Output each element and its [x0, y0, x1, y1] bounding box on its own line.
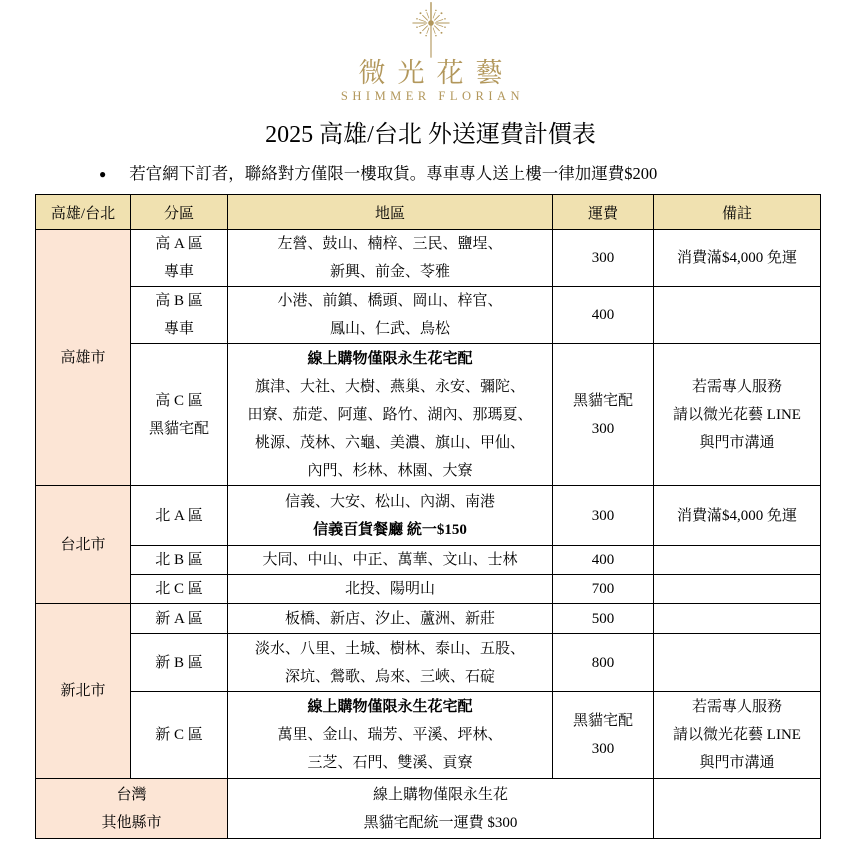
table-row [36, 692, 821, 779]
cell-line: 桃源、茂林、六龜、美濃、旗山、甲仙、 [254, 434, 525, 451]
cell-line: 專車 [163, 264, 194, 280]
area-cell [228, 287, 553, 344]
note-cell [654, 692, 821, 779]
note-cell [654, 779, 821, 839]
cell-line: 新 B 區 [155, 654, 203, 671]
brand-name-chinese: 微光花藝 [358, 58, 515, 88]
zone-cell [131, 575, 228, 604]
cell-line: 高雄市 [60, 349, 106, 366]
note-cell [654, 604, 821, 634]
fee-cell [553, 546, 654, 575]
zone-cell [131, 230, 228, 287]
column-header: 高雄/台北 [36, 195, 131, 230]
cell-line: 北 A 區 [155, 507, 203, 524]
cell-line: 消費滿$4,000 免運 [676, 507, 797, 524]
table-row [36, 287, 821, 344]
table-row [36, 575, 821, 604]
fee-cell [553, 344, 654, 486]
cell-line: 500 [591, 610, 615, 627]
note-cell [654, 486, 821, 546]
fee-cell [553, 230, 654, 287]
cell-line: 鳳山、仁武、鳥松 [329, 321, 450, 337]
note-cell [654, 344, 821, 486]
cell-line: 左營、鼓山、楠梓、三民、鹽埕、 [277, 236, 503, 252]
cell-line: 線上購物僅限永生花 [372, 786, 508, 803]
cell-line: 台北市 [60, 536, 106, 553]
cell-line: 高 C 區 [155, 392, 203, 409]
cell-line: 信義、大安、松山、內湖、南港 [284, 493, 495, 510]
area-cell [228, 575, 553, 604]
region-cell [36, 779, 228, 839]
cell-line: 線上購物僅限永生花宅配 [307, 350, 473, 367]
fee-cell [553, 634, 654, 692]
column-header: 地區 [228, 195, 553, 230]
region-cell [36, 604, 131, 779]
cell-line: 800 [591, 654, 615, 671]
cell-line: 與門市溝通 [699, 434, 775, 451]
area-cell [228, 230, 553, 287]
starburst-icon [396, 2, 466, 58]
cell-line: 黑貓宅配 [572, 392, 633, 409]
table-row [36, 344, 821, 486]
area-cell [228, 604, 553, 634]
note-cell [654, 230, 821, 287]
cell-line: 300 [591, 507, 615, 524]
fee-cell [553, 604, 654, 634]
cell-line: 300 [591, 741, 615, 757]
fee-cell [553, 575, 654, 604]
cell-line: 黑貓宅配 [572, 713, 633, 729]
note-cell [654, 287, 821, 344]
table-row [36, 604, 821, 634]
cell-line: 專車 [163, 321, 194, 337]
cell-line: 旗津、大社、大樹、燕巢、永安、彌陀、 [254, 378, 525, 395]
zone-cell [131, 634, 228, 692]
table-row [36, 546, 821, 575]
cell-line: 700 [591, 581, 615, 597]
cell-line: 萬里、金山、瑞芳、平溪、坪林、 [277, 727, 503, 743]
page-title: 2025 高雄/台北 外送運費計價表 [265, 122, 596, 148]
cell-line: 請以微光花藝 LINE [673, 727, 801, 743]
column-header: 運費 [553, 195, 654, 230]
note-cell [654, 634, 821, 692]
cell-line: 新 A 區 [155, 610, 203, 627]
note-cell [654, 575, 821, 604]
cell-line: 400 [591, 307, 615, 323]
bullet-icon: ● [99, 167, 107, 181]
fee-table [35, 194, 821, 839]
cell-line: 三芝、石門、雙溪、貢寮 [307, 755, 473, 771]
cell-line: 田寮、茄萣、阿蓮、路竹、湖內、那瑪夏、 [247, 406, 533, 423]
fee-cell [553, 692, 654, 779]
cell-line: 若需專人服務 [691, 378, 782, 395]
cell-line: 黑貓宅配 [148, 420, 209, 437]
cell-line: 新北市 [60, 683, 106, 699]
region-cell [36, 486, 131, 604]
zone-cell [131, 344, 228, 486]
cell-line: 高 A 區 [155, 236, 203, 252]
cell-line: 300 [591, 250, 615, 266]
table-row [36, 486, 821, 546]
area-cell [228, 779, 654, 839]
area-cell [228, 634, 553, 692]
cell-line: 北 B 區 [155, 552, 203, 568]
zone-cell [131, 604, 228, 634]
cell-line: 信義百貨餐廳 統一$150 [313, 521, 467, 538]
cell-line: 高 B 區 [155, 293, 203, 309]
table-row [36, 779, 821, 839]
note-cell [654, 546, 821, 575]
area-cell [228, 546, 553, 575]
zone-cell [131, 692, 228, 779]
zone-cell [131, 486, 228, 546]
brand-name-english: SHIMMER FLORIAN [340, 89, 525, 103]
cell-line: 消費滿$4,000 免運 [676, 250, 797, 266]
cell-line: 300 [591, 420, 615, 437]
cell-line: 大同、中山、中正、萬華、文山、士林 [262, 552, 518, 568]
area-cell [228, 344, 553, 486]
cell-line: 小港、前鎮、橋頭、岡山、梓官、 [277, 293, 503, 309]
cell-line: 若需專人服務 [691, 699, 782, 715]
cell-line: 北 C 區 [155, 581, 203, 597]
cell-line: 內門、杉林、林園、大寮 [307, 462, 473, 479]
area-cell [228, 486, 553, 546]
table-row [36, 634, 821, 692]
cell-line: 深坑、鶯歌、烏來、三峽、石碇 [284, 668, 495, 685]
table-row [36, 230, 821, 287]
cell-line: 黑貓宅配統一運費 $300 [363, 814, 518, 831]
cell-line: 請以微光花藝 LINE [673, 406, 801, 423]
fee-cell [553, 486, 654, 546]
region-cell [36, 230, 131, 486]
cell-line: 板橋、新店、汐止、蘆洲、新莊 [284, 610, 495, 627]
notice-text: 若官網下訂者，聯絡對方僅限一樓取貨。專車專人送上樓一律加運費$200 [129, 164, 658, 183]
cell-line: 新 C 區 [155, 727, 203, 743]
cell-line: 淡水、八里、土城、樹林、泰山、五股、 [254, 640, 525, 657]
cell-line: 其他縣市 [101, 814, 162, 831]
notice-line [0, 163, 861, 185]
zone-cell [131, 546, 228, 575]
column-header: 備註 [654, 195, 821, 230]
column-header: 分區 [131, 195, 228, 230]
cell-line: 北投、陽明山 [344, 581, 435, 597]
table-header-row [36, 195, 821, 230]
cell-line: 與門市溝通 [699, 755, 775, 771]
cell-line: 新興、前金、苓雅 [329, 264, 450, 280]
zone-cell [131, 287, 228, 344]
fee-cell [553, 287, 654, 344]
cell-line: 台灣 [116, 786, 147, 803]
cell-line: 線上購物僅限永生花宅配 [307, 699, 473, 715]
area-cell [228, 692, 553, 779]
cell-line: 400 [591, 552, 615, 568]
brand-header [0, 0, 861, 104]
